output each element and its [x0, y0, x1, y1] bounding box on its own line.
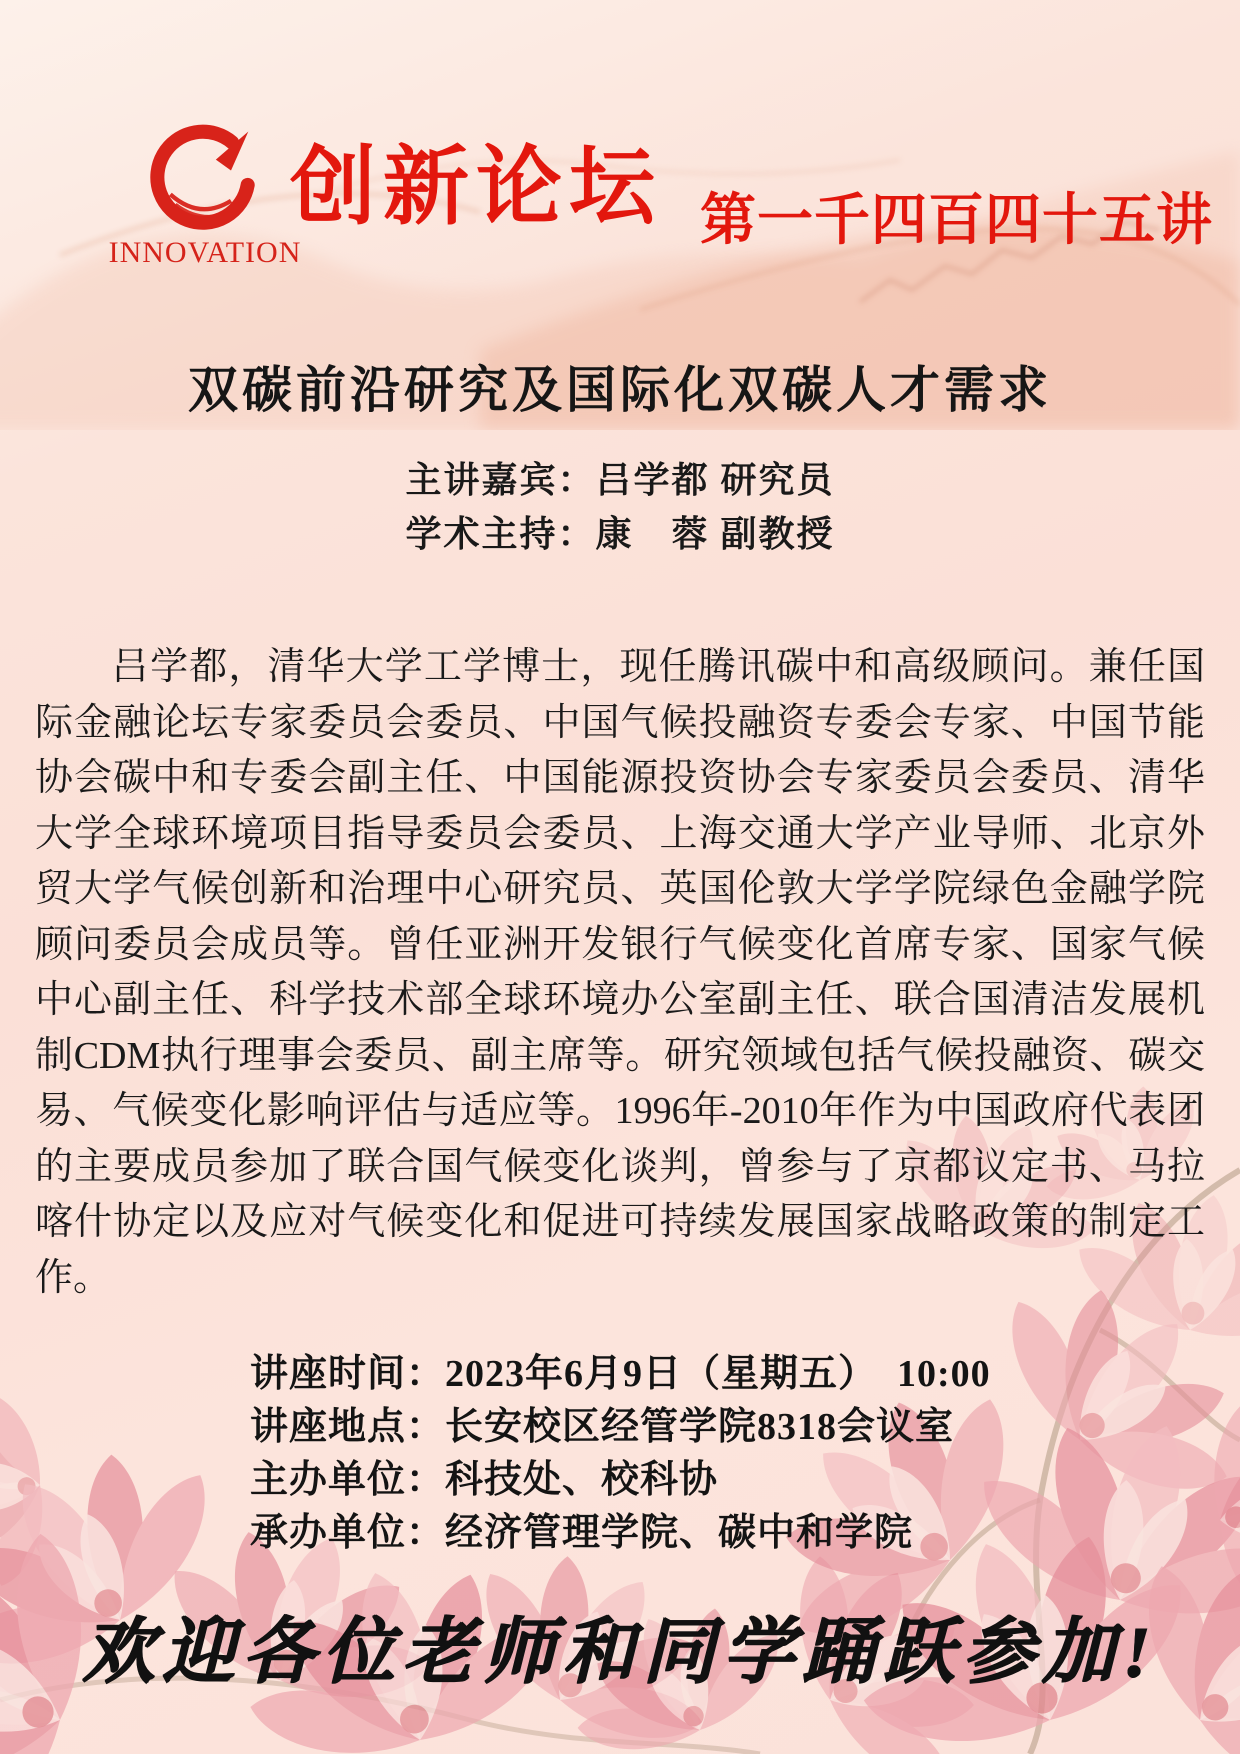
bio-line: 喀什协定以及应对气候变化和促进可持续发展国家战略政策的制定工 — [35, 1201, 1205, 1243]
innovation-logo-icon — [140, 112, 270, 242]
bio-line: 际金融论坛专家委员会委员、中国气候投融资专委会专家、中国节能 — [35, 701, 1205, 744]
bio-line: 易、气候变化影响评估与适应等。1996年-2010年作为中国政府代表团 — [35, 1090, 1205, 1132]
forum-title: 创新论坛 — [290, 139, 662, 235]
logo-wordmark: INNOVATION — [108, 236, 302, 269]
bio-line: 大学全球环境项目指导委员会委员、上海交通大学产业导师、北京外 — [35, 812, 1205, 855]
lecture-number: 第一千四百四十五讲 — [700, 188, 1213, 251]
guest-speaker-line: 主讲嘉宾：吕学都 研究员 — [405, 460, 835, 500]
bio-line: 顾问委员会成员等。曾任亚洲开发银行气候变化首席专家、国家气候 — [35, 923, 1205, 966]
lecture-location-line: 讲座地点：长安校区经管学院8318会议室 — [250, 1406, 955, 1448]
academic-host-line: 学术主持：康 蓉 副教授 — [405, 514, 835, 554]
bio-line: 的主要成员参加了联合国气候变化谈判，曾参与了京都议定书、马拉 — [35, 1145, 1205, 1188]
bio-line: 制CDM执行理事会委员、副主席等。研究领域包括气候投融资、碳交 — [35, 1034, 1205, 1077]
bio-line: 吕学都，清华大学工学博士，现任腾讯碳中和高级顾问。兼任国 — [111, 646, 1205, 688]
lecture-title: 双碳前沿研究及国际化双碳人才需求 — [188, 362, 1052, 418]
bio-line: 作。 — [35, 1256, 112, 1299]
lecture-time-line: 讲座时间：2023年6月9日（星期五） 10:00 — [250, 1353, 991, 1395]
bio-line: 协会碳中和专委会副主任、中国能源投资协会专家委员会委员、清华 — [35, 757, 1205, 799]
bio-line: 中心副主任、科学技术部全球环境办公室副主任、联合国清洁发展机 — [35, 979, 1205, 1021]
speaker-bio-paragraph — [35, 640, 1205, 1306]
bio-line: 贸大学气候创新和治理中心研究员、英国伦敦大学学院绿色金融学院 — [35, 868, 1205, 910]
organizer-line: 主办单位：科技处、校科协 — [250, 1459, 719, 1501]
undertaker-line: 承办单位：经济管理学院、碳中和学院 — [250, 1512, 914, 1554]
welcome-banner: 欢迎各位老师和同学踊跃参加! — [81, 1612, 1159, 1692]
lecture-details — [250, 1348, 991, 1560]
